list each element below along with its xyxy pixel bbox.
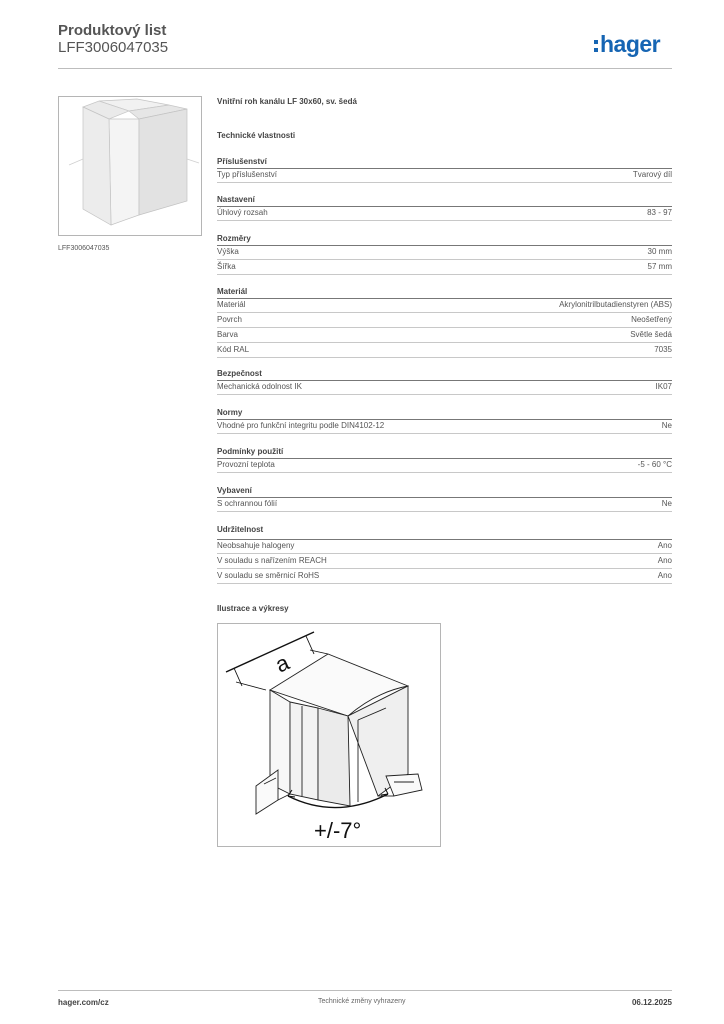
spec-row: [217, 569, 672, 584]
product-code: LFF3006047035: [58, 39, 169, 56]
page-title: Produktový list: [58, 22, 167, 39]
section-title: Udržitelnost: [217, 525, 264, 534]
header-divider: [58, 68, 672, 69]
spec-row: [217, 206, 672, 221]
spec-value: IK07: [655, 382, 672, 391]
section-title: Příslušenství: [217, 157, 267, 166]
spec-value: Ne: [661, 499, 672, 508]
section-title: Materiál: [217, 287, 248, 296]
spec-row: [217, 539, 672, 554]
spec-row: [217, 298, 672, 313]
section-title: Nastavení: [217, 195, 255, 204]
logo-text: hager: [600, 31, 661, 57]
spec-key: Šířka: [217, 262, 236, 271]
dimension-label-a: a: [271, 649, 293, 678]
spec-key: V souladu s nařízením REACH: [217, 556, 327, 565]
spec-value: 57 mm: [647, 262, 672, 271]
section-title: Rozměry: [217, 234, 251, 243]
spec-row: [217, 328, 672, 343]
section-title: Podmínky použití: [217, 447, 284, 456]
spec-row: [217, 554, 672, 569]
spec-row: [217, 458, 672, 473]
spec-key: Typ příslušenství: [217, 170, 278, 179]
spec-row: [217, 245, 672, 260]
spec-value: Akrylonitrilbutadienstyren (ABS): [559, 300, 672, 309]
spec-value: Ne: [661, 421, 672, 430]
spec-value: 83 - 97: [647, 208, 672, 217]
hager-logo: [594, 30, 660, 56]
spec-row: [217, 380, 672, 395]
spec-value: Ano: [657, 556, 672, 565]
spec-value: Ano: [657, 571, 672, 580]
angle-tolerance-label: +/-7°: [314, 818, 362, 843]
spec-value: 7035: [654, 345, 672, 354]
spec-value: -5 - 60 °C: [637, 460, 672, 469]
section-title: Bezpečnost: [217, 369, 262, 378]
spec-key: V souladu se směrnicí RoHS: [217, 571, 320, 580]
spec-key: Výška: [217, 247, 239, 256]
illustration-heading: Ilustrace a výkresy: [217, 604, 289, 613]
spec-key: Kód RAL: [217, 345, 250, 354]
technical-drawing: [217, 623, 441, 847]
spec-key: Materiál: [217, 300, 246, 309]
product-image: [58, 96, 202, 236]
spec-row: [217, 497, 672, 512]
section-title: Vybavení: [217, 486, 252, 495]
product-description: Vnitřní roh kanálu LF 30x60, sv. šedá: [217, 97, 357, 106]
spec-key: Úhlový rozsah: [217, 208, 268, 217]
spec-value: Ano: [657, 541, 672, 550]
spec-key: Povrch: [217, 315, 242, 324]
spec-value: Tvarový díl: [632, 170, 672, 179]
spec-row: [217, 419, 672, 434]
spec-row: [217, 260, 672, 275]
footer-note: Technické změny vyhrazeny: [318, 998, 406, 1005]
spec-row: [217, 313, 672, 328]
spec-key: Provozní teplota: [217, 460, 275, 469]
footer-date: 06.12.2025: [631, 998, 672, 1007]
spec-key: Barva: [217, 330, 238, 339]
spec-row: [217, 168, 672, 183]
drawing-svg: [218, 624, 440, 846]
spec-key: Vhodné pro funkční integritu podle DIN4102-12: [217, 421, 385, 430]
footer-divider: [58, 990, 672, 991]
spec-key: Neobsahuje halogeny: [217, 541, 295, 550]
spec-key: S ochrannou fólií: [217, 499, 278, 508]
footer-website: hager.com/cz: [58, 998, 109, 1007]
logo-dots-icon: [594, 40, 598, 52]
tech-heading: Technické vlastnosti: [217, 131, 296, 140]
spec-value: Světle šedá: [630, 330, 672, 339]
spec-key: Mechanická odolnost IK: [217, 382, 302, 391]
section-title: Normy: [217, 408, 243, 417]
spec-row: [217, 343, 672, 358]
product-image-caption: LFF3006047035: [58, 245, 110, 252]
spec-value: 30 mm: [647, 247, 672, 256]
spec-value: Neošetřený: [631, 315, 672, 324]
